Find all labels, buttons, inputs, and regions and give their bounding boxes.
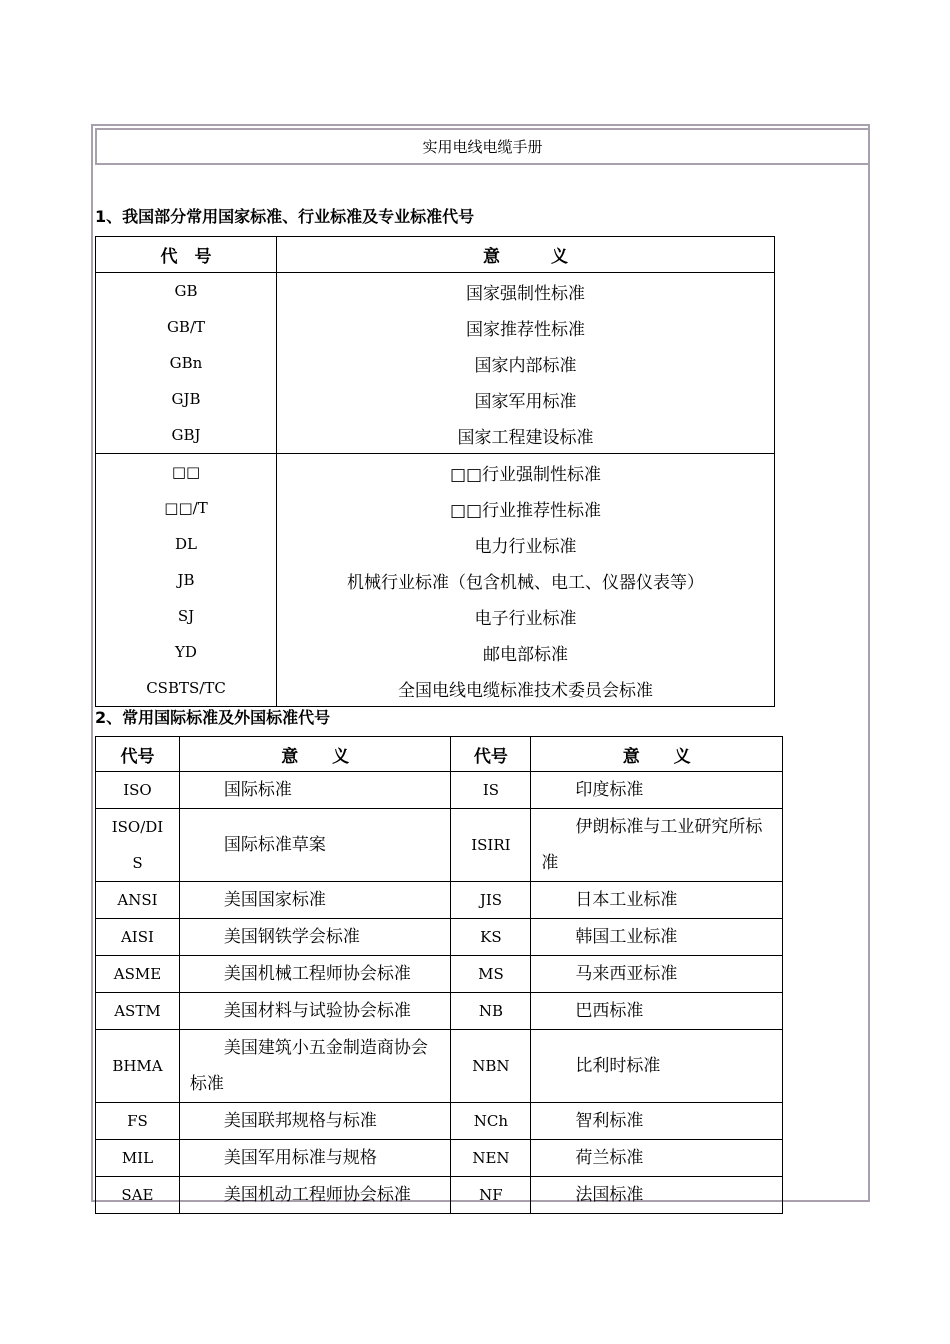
international-standards-table xyxy=(95,736,783,1214)
header-code-1: 代号 xyxy=(96,737,180,772)
meaning-cell: 日本工业标准 xyxy=(531,882,783,919)
meaning-cell: 美国机动工程师协会标准 xyxy=(179,1177,451,1214)
meaning-cell: 美国建筑小五金制造商协会标准 xyxy=(179,1030,451,1103)
section2-heading: 2、常用国际标准及外国标准代号 xyxy=(95,708,331,727)
meaning-cell: 韩国工业标准 xyxy=(531,919,783,956)
code-cell: GB xyxy=(96,273,277,310)
code-cell: IS xyxy=(451,772,531,809)
code-cell: ANSI xyxy=(96,882,180,919)
meaning-cell: 荷兰标准 xyxy=(531,1140,783,1177)
code-cell: SJ xyxy=(96,598,277,634)
header-meaning-2: 意 义 xyxy=(531,737,783,772)
meaning-cell: 智利标准 xyxy=(531,1103,783,1140)
meaning-cell: 电力行业标准 xyxy=(474,536,577,557)
code-cell: □□ xyxy=(96,454,277,491)
meaning-cell: □□行业推荐性标准 xyxy=(449,500,602,521)
code-cell: DL xyxy=(96,526,277,562)
table-row xyxy=(96,598,775,634)
table-row xyxy=(96,345,775,381)
meaning-cell: □□行业强制性标准 xyxy=(277,454,775,491)
table-row xyxy=(96,526,775,562)
code-cell: □□/T xyxy=(96,490,277,526)
header-meaning: 意 义 xyxy=(277,237,775,273)
meaning-cell: 国际标准草案 xyxy=(179,809,451,882)
meaning-cell: 美国钢铁学会标准 xyxy=(179,919,451,956)
table-row xyxy=(96,273,775,310)
meaning-cell: 国家内部标准 xyxy=(474,355,577,376)
code-cell: FS xyxy=(96,1103,180,1140)
code-cell: ISO/DIS xyxy=(96,809,180,882)
code-cell: BHMA xyxy=(96,1030,180,1103)
code-cell: GBn xyxy=(96,345,277,381)
table-row xyxy=(96,381,775,417)
meaning-cell: 国家强制性标准 xyxy=(466,283,585,304)
meaning-cell: 美国联邦规格与标准 xyxy=(179,1103,451,1140)
code-cell: NEN xyxy=(451,1140,531,1177)
code-cell: NCh xyxy=(451,1103,531,1140)
meaning-cell: 国际标准 xyxy=(179,772,451,809)
code-cell: JIS xyxy=(451,882,531,919)
domestic-standards-table xyxy=(95,236,775,707)
code-cell: ISO xyxy=(96,772,180,809)
code-cell: GB/T xyxy=(96,309,277,345)
code-cell: ISIRI xyxy=(451,809,531,882)
meaning-cell: 美国机械工程师协会标准 xyxy=(179,956,451,993)
meaning-cell: 伊朗标准与工业研究所标准 xyxy=(531,809,783,882)
table-row xyxy=(96,809,783,882)
meaning-cell: 邮电部标准 xyxy=(483,644,568,665)
code-cell: GBJ xyxy=(96,417,277,454)
header-code: 代 号 xyxy=(96,237,277,273)
meaning-cell: 国家推荐性标准 xyxy=(466,319,585,340)
code-cell: CSBTS/TC xyxy=(96,670,277,707)
table-row xyxy=(96,562,775,598)
code-cell: MIL xyxy=(96,1140,180,1177)
table-header-row xyxy=(96,237,775,273)
meaning-cell: 美国材料与试验协会标准 xyxy=(179,993,451,1030)
meaning-cell: 巴西标准 xyxy=(531,993,783,1030)
table-row xyxy=(96,772,783,809)
code-cell: JB xyxy=(96,562,277,598)
code-cell: NB xyxy=(451,993,531,1030)
code-cell: KS xyxy=(451,919,531,956)
meaning-cell: 国家工程建设标准 xyxy=(457,427,594,448)
meaning-cell: 机械行业标准（包含机械、电工、仪器仪表等） xyxy=(347,572,704,593)
code-cell: MS xyxy=(451,956,531,993)
table-row xyxy=(96,993,783,1030)
meaning-cell: 国家军用标准 xyxy=(474,391,577,412)
code-cell: NF xyxy=(451,1177,531,1214)
meaning-cell: 全国电线电缆标准技术委员会标准 xyxy=(398,680,653,701)
table-row xyxy=(96,670,775,707)
meaning-cell: 马来西亚标准 xyxy=(531,956,783,993)
meaning-cell: 电子行业标准 xyxy=(474,608,577,629)
header-code-2: 代号 xyxy=(451,737,531,772)
header-meaning-1: 意 义 xyxy=(179,737,451,772)
code-cell: YD xyxy=(96,634,277,670)
code-cell: ASTM xyxy=(96,993,180,1030)
table-row xyxy=(96,919,783,956)
table-row xyxy=(96,417,775,454)
meaning-cell: 美国军用标准与规格 xyxy=(179,1140,451,1177)
code-cell: SAE xyxy=(96,1177,180,1214)
code-cell: ASME xyxy=(96,956,180,993)
table-row xyxy=(96,309,775,345)
table-row xyxy=(96,1177,783,1214)
meaning-cell: 印度标准 xyxy=(531,772,783,809)
code-cell: GJB xyxy=(96,381,277,417)
meaning-cell: 比利时标准 xyxy=(531,1030,783,1103)
table-row xyxy=(96,1140,783,1177)
code-cell: NBN xyxy=(451,1030,531,1103)
meaning-cell: 法国标准 xyxy=(531,1177,783,1214)
code-cell: AISI xyxy=(96,919,180,956)
meaning-cell: 美国国家标准 xyxy=(179,882,451,919)
section1-heading: 1、我国部分常用国家标准、行业标准及专业标准代号 xyxy=(95,207,475,226)
table-header-row xyxy=(96,737,783,772)
table-row xyxy=(96,1103,783,1140)
page-title: 实用电线电缆手册 xyxy=(95,128,870,165)
table-row xyxy=(96,1030,783,1103)
table-row xyxy=(96,956,783,993)
table-row xyxy=(96,454,775,491)
table-row xyxy=(96,490,775,526)
table-row xyxy=(96,634,775,670)
table-row xyxy=(96,882,783,919)
